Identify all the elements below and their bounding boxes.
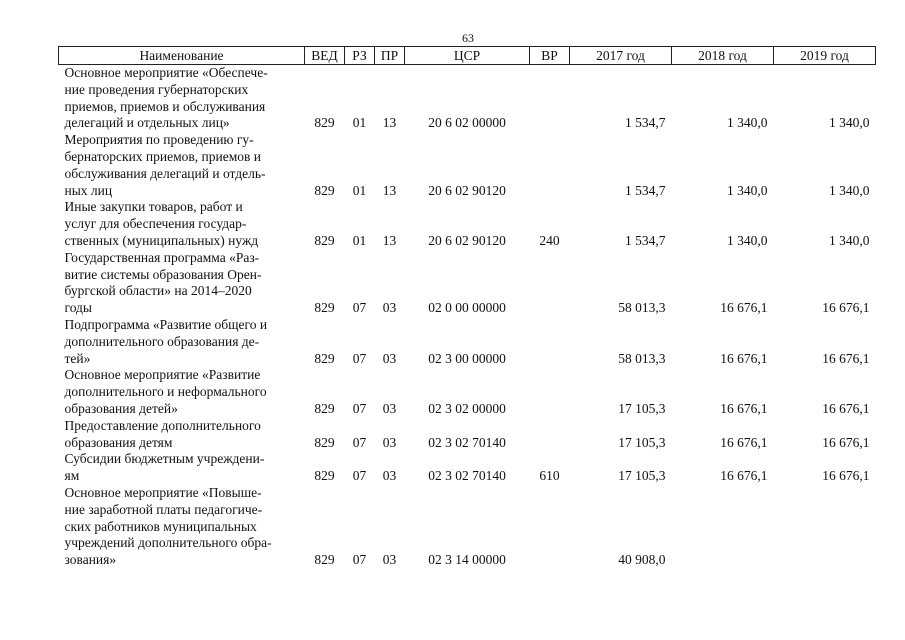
row-pr: 03 [382,400,397,416]
row-pr: 13 [382,115,397,131]
row-vr [530,317,570,367]
row-2017: 1 534,7 [625,232,666,248]
table-body [59,65,876,569]
row-ved: 829 [314,400,335,416]
header-rz: РЗ [345,47,375,65]
row-2018: 16 676,1 [720,468,768,484]
table-row [59,367,876,417]
row-rz: 01 [352,115,367,131]
row-vr [530,485,570,569]
table-row [59,250,876,317]
row-pr: 13 [382,232,397,248]
row-vr [530,132,570,199]
table-row [59,451,876,485]
row-rz: 07 [352,552,367,568]
row-2017: 17 105,3 [618,400,666,416]
row-csr: 02 3 02 70140 [428,434,506,450]
row-2019 [774,485,876,569]
row-vr: 240 [539,232,560,248]
header-2018: 2018 год [672,47,774,65]
row-2019: 16 676,1 [822,400,870,416]
row-name: Предоставление дополнительного образования детям [64,417,261,450]
row-pr: 03 [382,300,397,316]
header-csr: ЦСР [405,47,530,65]
table-row [59,199,876,249]
row-2019: 1 340,0 [829,182,870,198]
row-2018 [672,485,774,569]
row-pr: 03 [382,468,397,484]
header-pr: ПР [375,47,405,65]
row-name: Подпрограмма «Развитие общего и дополнительного образования де- тей» [64,316,268,366]
table-row [59,317,876,367]
row-name: Государственная программа «Раз- витие системы образования Орен- бургской области» на 2014–2020 годы [64,249,262,316]
row-ved: 829 [314,182,335,198]
row-ved: 829 [314,552,335,568]
row-pr: 03 [382,434,397,450]
row-rz: 01 [352,232,367,248]
row-2019: 16 676,1 [822,468,870,484]
row-csr: 02 3 02 00000 [428,400,506,416]
row-ved: 829 [314,468,335,484]
row-2017: 40 908,0 [618,552,666,568]
row-csr: 20 6 02 90120 [428,232,506,248]
row-2018: 16 676,1 [720,400,768,416]
header-ved: ВЕД [305,47,345,65]
header-2019: 2019 год [774,47,876,65]
row-2019: 16 676,1 [822,434,870,450]
row-name: Субсидии бюджетным учреждени- ям [64,451,265,484]
row-2017: 17 105,3 [618,434,666,450]
table-row [59,65,876,133]
row-2017: 1 534,7 [625,182,666,198]
row-2019: 16 676,1 [822,350,870,366]
row-vr [530,367,570,417]
row-2017: 58 013,3 [618,300,666,316]
row-ved: 829 [314,350,335,366]
row-2018: 1 340,0 [727,232,768,248]
row-ved: 829 [314,115,335,131]
row-name: Мероприятия по проведению гу- бернаторских приемов, приемов и обслуживания делегаций и отдель- ных лиц [64,132,266,198]
table-row [59,132,876,199]
row-name: Основное мероприятие «Развитие дополнительного и неформального образования детей» [64,367,267,416]
header-name: Наименование [59,47,305,65]
row-2019: 1 340,0 [829,232,870,248]
row-vr [530,65,570,133]
row-csr: 02 3 00 00000 [428,350,506,366]
table-row [59,418,876,452]
row-vr [530,418,570,452]
row-2018: 1 340,0 [727,115,768,131]
row-ved: 829 [314,434,335,450]
row-rz: 07 [352,400,367,416]
row-rz: 01 [352,182,367,198]
row-2018: 1 340,0 [727,182,768,198]
row-ved: 829 [314,232,335,248]
row-2018: 16 676,1 [720,434,768,450]
row-csr: 20 6 02 90120 [428,182,506,198]
row-pr: 03 [382,350,397,366]
row-rz: 07 [352,468,367,484]
row-2019: 1 340,0 [829,115,870,131]
row-csr: 20 6 02 00000 [428,115,506,131]
row-rz: 07 [352,300,367,316]
budget-table [58,46,876,569]
row-2018: 16 676,1 [720,300,768,316]
row-pr: 03 [382,552,397,568]
header-vr: ВР [530,47,570,65]
row-name: Основное мероприятие «Обеспече- ние проведения губернаторских приемов, приемов и обслуживания делегаций и отдельных лиц» [64,65,268,131]
header-2017: 2017 год [570,47,672,65]
table-row [59,485,876,569]
row-2018: 16 676,1 [720,350,768,366]
row-csr: 02 3 02 70140 [428,468,506,484]
row-2019: 16 676,1 [822,300,870,316]
row-vr [530,250,570,317]
page-number: 63 [462,31,474,45]
row-2017: 1 534,7 [625,115,666,131]
row-name: Основное мероприятие «Повыше- ние заработной платы педагогиче- ских работников муниципальных учреждений дополнительного обра- зования» [64,484,272,568]
row-2017: 17 105,3 [618,468,666,484]
row-csr: 02 3 14 00000 [428,552,506,568]
row-rz: 07 [352,434,367,450]
row-pr: 13 [382,182,397,198]
row-2017: 58 013,3 [618,350,666,366]
row-csr: 02 0 00 00000 [428,300,506,316]
row-ved: 829 [314,300,335,316]
table-header-row [59,47,876,65]
row-name: Иные закупки товаров, работ и услуг для обеспечения государ- ственных (муниципальных) нужд [64,199,259,248]
row-rz: 07 [352,350,367,366]
row-vr: 610 [539,468,560,484]
